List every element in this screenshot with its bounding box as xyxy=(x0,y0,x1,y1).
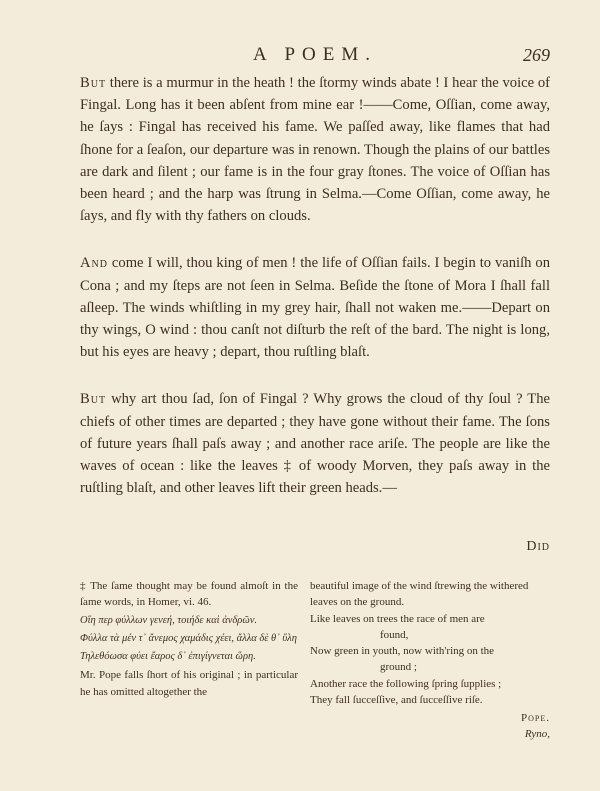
paragraph-lead: And xyxy=(80,255,108,272)
verse-text: Now green in youth, now with'ring on the xyxy=(310,645,495,658)
page-number: 269 xyxy=(523,45,550,65)
verse-line-1 xyxy=(310,611,550,644)
paragraph-text: come I will, thou king of men ! the life of Oſſian fails. I begin to vaniſh on Cona ; and my ſteps are not ſeen in Selma. Beſide the ſtone of Mora I ſhall fall aſleep. The winds whiſtling in my grey hair, ſhall not waken me.——Depart on thy wings, O wind : thou canſt not diſturb the reſt of the bard. The night is long, but his eyes are heavy ; depart, thou ruſtling blaſt. xyxy=(80,255,550,361)
footnote-catchword: Ryno, xyxy=(524,728,550,740)
verse-line-4: They fall ſucceſſive, and ſucceſſive riſe. xyxy=(310,694,483,707)
footnote-left-column xyxy=(80,578,298,700)
greek-line-3: Τηλεθόωσα φύει ἔαρος δ᾽ ἐπιγίγνεται ὥρη. xyxy=(80,651,256,663)
verse-text: ground ; xyxy=(380,661,417,674)
running-title: A POEM. xyxy=(253,44,377,65)
greek-line-2: Φύλλα τὰ μέν τ᾽ ἄνεμος χαμάδις χέει, ἄλλα δὲ θ᾽ ὕλη xyxy=(80,632,297,644)
paragraph-lead: But xyxy=(80,75,107,91)
body-text xyxy=(80,72,550,524)
verse-line-3: Another race the following ſpring ſupplies ; xyxy=(310,677,502,690)
verse-text: Like leaves on trees the race of men are xyxy=(310,612,485,625)
verse-text: found, xyxy=(380,628,409,641)
verse-line-2 xyxy=(310,643,550,676)
page-header xyxy=(80,44,550,68)
footnote-intro: ‡ The ſame thought may be found almoſt in the ſame words, in Homer, vi. 46. xyxy=(80,580,298,609)
paragraph-text: why art thou ſad, ſon of Fingal ? Why grows the cloud of thy ſoul ? The chiefs of other times are departed ; they have gone without their fame. The ſons of future years ſhall paſs away ; and another race ariſe. The people are like the waves of ocean : like the leaves ‡ of woody Morven, they paſs away in the ruſtling blaſt, and other leaves lift their green heads.— xyxy=(80,391,550,497)
paragraph-2 xyxy=(80,252,550,363)
paragraph-text: there is a murmur in the heath ! the ſtormy winds abate ! I hear the voice of Fingal. Long has it been abſent from mine ear !——Come, Oſſian, come away, he ſays : Fingal has received his fame. We paſſed away, like flames that had ſhone for a ſeaſon, our departure was in renown. Though the plains of our battles are dark and ſilent ; our fame is in the four gray ſtones. The voice of Oſſian has been heard ; and the harp was ſtrung in Selma.—Come Oſſian, come away, he ſays, and fly with thy fathers on clouds. xyxy=(80,75,550,225)
footnote-comment-cont: beautiful image of the wind ſtrewing the withered leaves on the ground. xyxy=(310,580,529,609)
catchword: Did xyxy=(526,539,550,554)
verse-signature: Pope. xyxy=(521,712,550,725)
footnote-right-column xyxy=(310,578,550,727)
paragraph-1 xyxy=(80,72,550,227)
paragraph-3 xyxy=(80,388,550,499)
paragraph-lead: But xyxy=(80,391,107,408)
greek-line-1: Οἵη περ φύλλων γενεή, τοιήδε καὶ ἀνδρῶν. xyxy=(80,614,258,626)
footnote-comment: Mr. Pope falls ſhort of his original ; in particular he has omitted altogether the xyxy=(80,669,298,698)
